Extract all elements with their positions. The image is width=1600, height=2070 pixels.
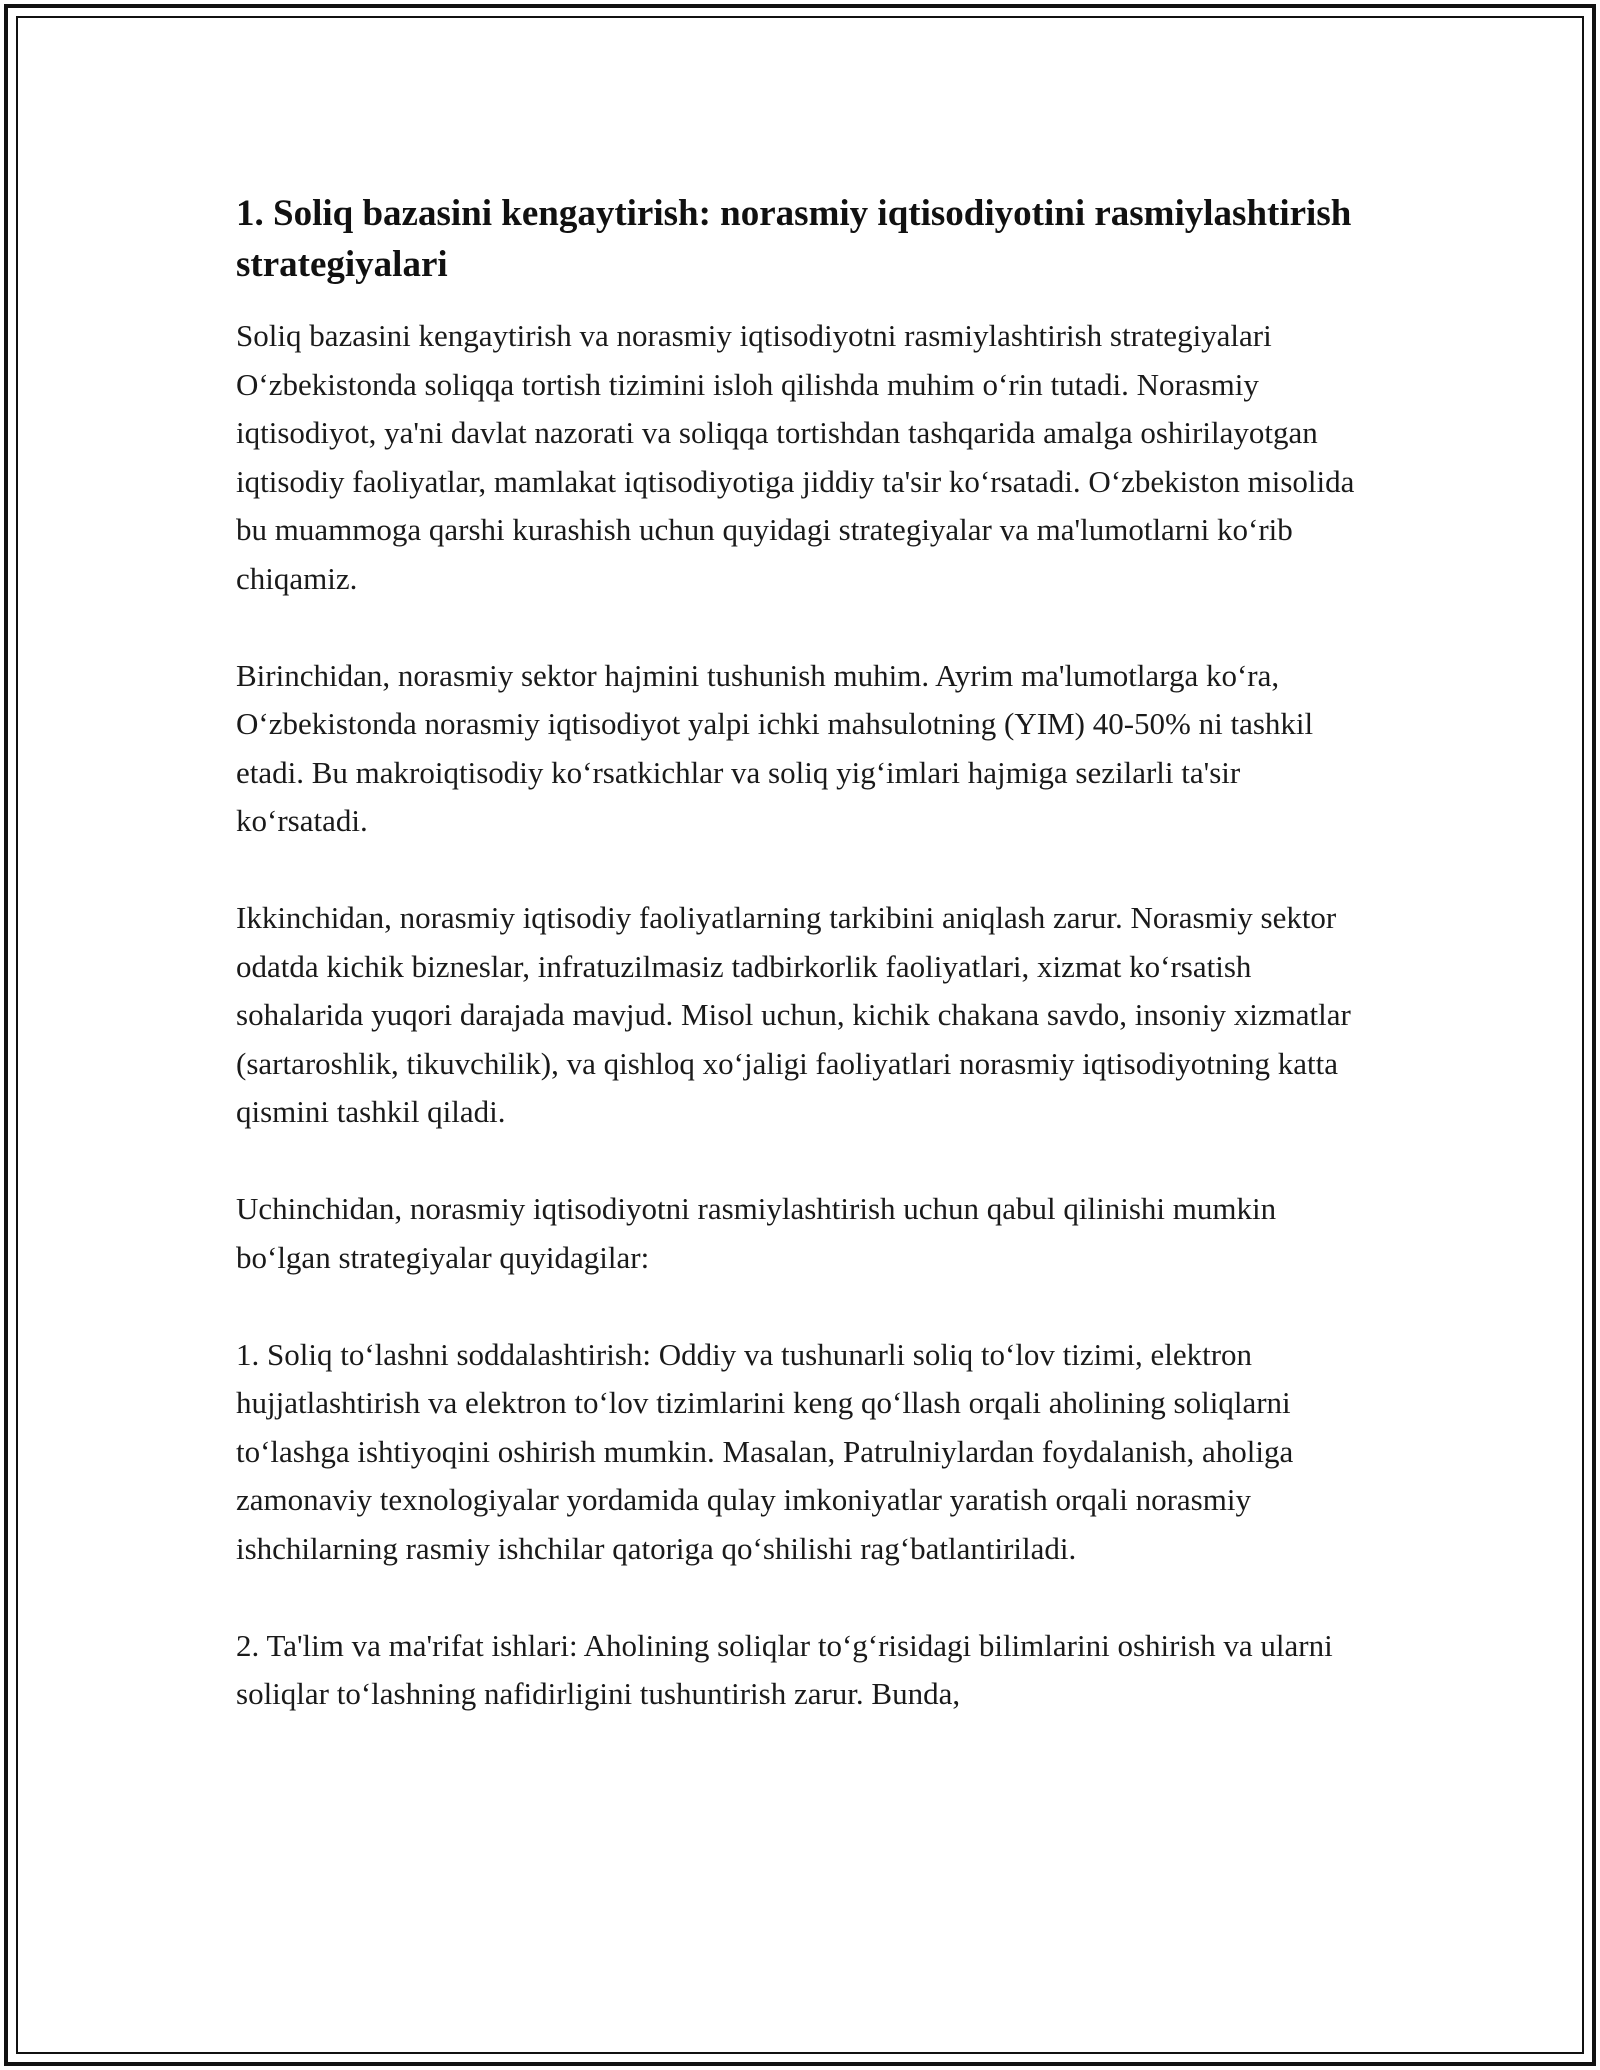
paragraph-second: Ikkinchidan, norasmiy iqtisodiy faoliyatlarning tarkibini aniqlash zarur. Norasmiy sektor odatda kichik bizneslar, infratuzilmasiz tadbirkorlik faoliyatlari, xizmat ko‘rsatish sohalarida yuqori darajada mavjud. Misol uchun, kichik chakana savdo, insoniy xizmatlar (sartaroshlik, tikuvchilik), va qishloq xo‘jaligi faoliyatlari norasmiy iqtisodiyotning katta qismini tashkil qiladi.: [236, 900, 1351, 1129]
list-item-2: 2. Ta'lim va ma'rifat ishlari: Aholining soliqlar to‘g‘risidagi bilimlarini oshirish va ularni soliqlar to‘lashning nafidirligini tushuntirish zarur. Bunda,: [236, 1627, 1333, 1711]
document-body: [236, 188, 1366, 1767]
paragraph-third: Uchinchidan, norasmiy iqtisodiyotni rasmiylashtirish uchun qabul qilinishi mumkin bo‘lgan strategiyalar quyidagilar:: [236, 1191, 1277, 1275]
paragraph-intro: Soliq bazasini kengaytirish va norasmiy iqtisodiyotni rasmiylashtirish strategiyalari O‘zbekistonda soliqqa tortish tizimini isloh qilishda muhim o‘rin tutadi. Norasmiy iqtisodiyot, ya'ni davlat nazorati va soliqqa tortishdan tashqarida amalga oshirilayotgan iqtisodiy faoliyatlar, mamlakat iqtisodiyotiga jiddiy ta'sir ko‘rsatadi. O‘zbekiston misolida bu muammoga qarshi kurashish uchun quyidagi strategiyalar va ma'lumotlarni ko‘rib chiqamiz.: [236, 318, 1355, 596]
list-item-1: 1. Soliq to‘lashni soddalashtirish: Oddiy va tushunarli soliq to‘lov tizimi, elektron hujjatlashtirish va elektron to‘lov tizimlarini keng qo‘llash orqali aholining soliqlarni to‘lashga ishtiyoqini oshirish mumkin. Masalan, Patrulniylardan foydalanish, aholiga zamonaviy texnologiyalar yordamida qulay imkoniyatlar yaratish orqali norasmiy ishchilarning rasmiy ishchilar qatoriga qo‘shilishi rag‘batlantiriladi.: [236, 1336, 1294, 1566]
paragraph-first: Birinchidan, norasmiy sektor hajmini tushunish muhim. Ayrim ma'lumotlarga ko‘ra, O‘zbekistonda norasmiy iqtisodiyot yalpi ichki mahsulotning (YIM) 40-50% ni tashkil etadi. Bu makroiqtisodiy ko‘rsatkichlar va soliq yig‘imlari hajmiga sezilarli ta'sir ko‘rsatadi.: [236, 657, 1314, 838]
section-heading: 1. Soliq bazasini kengaytirish: norasmiy iqtisodiyotini rasmiylashtirish strategiyalari: [236, 193, 1352, 285]
